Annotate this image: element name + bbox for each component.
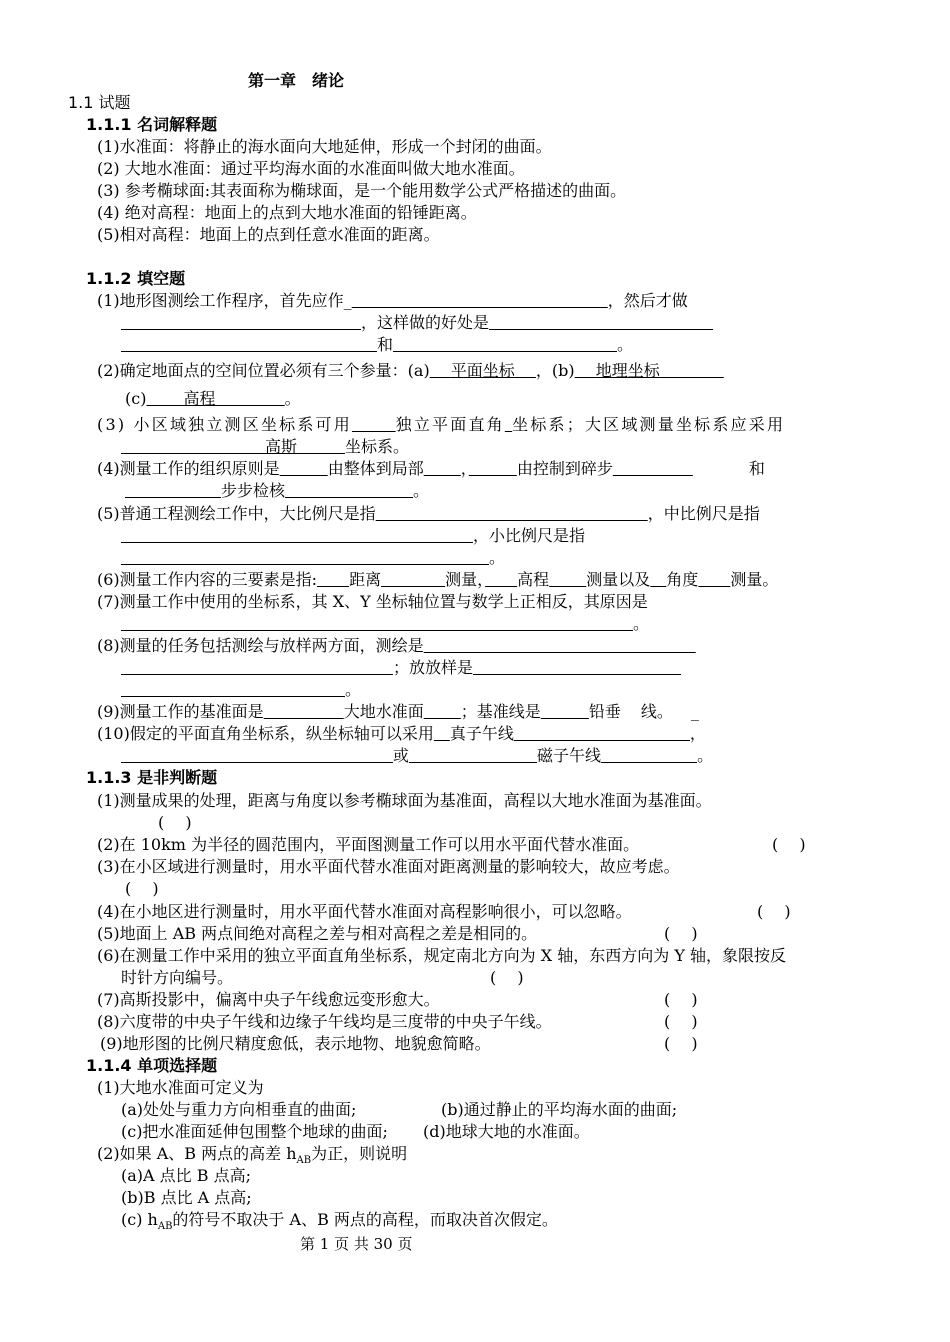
blank [601,746,697,765]
s2-q9-text-f: _ [690,702,699,721]
s4-q2-opt-c-text-a: (c) h [121,1210,158,1229]
s2-q1-text-c: ，这样做的好处是 [361,313,490,332]
s3-paren-5: ( ) [664,924,698,943]
s3-item-6-cont: 时针方向编号。 [121,968,234,987]
s3-heading: 1.1.3 是非判断题 [86,768,218,787]
chapter-title: 第一章 绪论 [248,71,345,90]
blank [430,361,451,380]
s2-q4-text-e: 和 [748,459,765,478]
s2-q6-line1 [97,569,778,591]
blank [121,680,345,699]
s4-q1-opt-b: (b)通过静止的平均海水面的曲面; [441,1100,678,1119]
s1-item-4: (4) 绝对高程：地面上的点到大地水准面的铅锤距离。 [97,203,477,222]
s3-item-8: (8)六度带的中央子午线和边缘子午线均是三度带的中央子午线。 [97,1012,552,1031]
s2-q3-answer-a: 独立平面直角 [395,415,505,434]
s2-q10-answer-b: 磁子午线 [537,746,602,765]
blank [125,481,221,500]
blank [376,504,648,523]
s2-q6-answer-c: 角度 [666,570,699,589]
s3-paren-1: ( ) [158,813,192,832]
s2-q10-answer-a: 真子午线 [449,724,514,743]
s4-q1: (1)大地水准面可定义为 [97,1078,264,1097]
s3-paren-3: ( ) [125,879,159,898]
s2-q6-text-a: (6)测量工作内容的三要素是指: [97,570,318,589]
s2-q5-line2 [121,525,585,547]
s2-q6-answer-b: 高程 [517,570,550,589]
s2-q5-line3 [121,547,505,569]
s2-q5-text-c: ，小比例尺是指 [473,526,586,545]
s2-q3-text-e: 坐标系。 [345,437,410,456]
s2-q1-text-e: 。 [617,335,634,354]
s2-q4-answer-a: 由整体到局部 [327,459,424,478]
s2-q10-line2 [121,745,713,767]
blank [393,335,617,354]
s4-q1-opt-c: (c)把水准面延伸包围整个地球的曲面; [121,1122,388,1141]
s3-paren-6: ( ) [490,968,524,987]
s2-q8-text-a: (8)测量的任务包括测绘与放样两方面，测绘是 [97,636,424,655]
blank [146,389,183,408]
s2-q4-answer-c: 步步检核 [221,481,286,500]
s4-heading: 1.1.4 单项选择题 [86,1056,218,1075]
blank [575,361,596,380]
blank [613,459,693,478]
s2-q9-text-a: (9)测量工作的基准面是 [97,702,264,721]
s2-q5-line1 [97,503,760,525]
blank [515,361,536,380]
blank [698,570,730,589]
s2-q3-answer-b: 高斯 [265,437,298,456]
s2-q8-line3 [121,679,361,701]
blank [489,313,713,332]
blank [216,389,285,408]
blank [424,702,461,721]
s4-q2-opt-a: (a)A 点比 B 点高; [121,1166,251,1185]
s2-q4-answer-b: 由控制到碎步 [516,459,613,478]
s2-q6-answer-a: 距离 [349,570,382,589]
s2-q2-answer-a: 平面坐标 [450,361,515,380]
blank [121,548,489,567]
s2-q2-text-e: (c) [125,389,147,408]
s3-item-2: (2)在 10km 为半径的圆范围内，平面图测量工作可以用水平面代替水准面。 [97,835,640,854]
s2-q3-line2 [121,436,409,458]
s2-q6-text-e: 测量以及 [586,570,651,589]
s1-item-2: (2) 大地水准面：通过平均海水面的水准面叫做大地水准面。 [97,159,525,178]
s2-q8-line2 [121,657,681,679]
s2-q10-text-f: 。 [697,746,714,765]
blank [541,702,589,721]
s4-q2-text-b: 为正，则说明 [311,1144,408,1163]
s2-q4-text-g: 。 [413,481,430,500]
s2-q10-text-c: ， [689,724,706,743]
s4-q1-opt-a: (a)处处与重力方向相垂直的曲面; [121,1100,357,1119]
s2-q7-line2 [121,613,649,635]
blank [409,746,537,765]
s2-q9-line1 [97,701,699,723]
s2-q5-text-d: 。 [489,548,506,567]
blank [514,724,690,743]
blank [434,724,450,743]
blank [469,459,517,478]
s2-q2-text-g: 。 [284,389,301,408]
s2-q5-text-a: (5)普通工程测绘工作中，大比例尺是指 [97,504,376,523]
s3-paren-8: ( ) [664,1012,698,1031]
s2-q1-line3 [121,334,633,356]
s2-q10-line1 [97,723,706,745]
blank [280,459,328,478]
s2-q8-text-c: 。 [345,680,362,699]
s2-q9-answer-a: 大地水准面 [343,702,424,721]
s3-paren-7: ( ) [664,990,698,1009]
blank [549,570,586,589]
s2-q4-line2 [125,480,429,502]
s2-q9-text-c: ；基准线是 [460,702,541,721]
s2-q2-line1 [97,360,724,382]
s2-q6-text-g: 测量。 [730,570,779,589]
s2-q9-answer-b: 铅垂 [588,702,621,721]
s2-q7-text-b: 。 [633,614,650,633]
s2-q8-text-b: ；放放样是 [393,658,474,677]
s2-q2-answer-c: 高程 [183,389,216,408]
page-footer: 第 1 页 共 30 页 [300,1235,413,1253]
s2-q1-text-a: (1)地形图测绘工作程序，首先应作_ [97,291,352,310]
blank [121,658,393,677]
blank [121,614,633,633]
s4-q2-subscript: AB [296,1155,312,1167]
s2-q2-answer-b: 地理坐标 [595,361,660,380]
s2-heading: 1.1.2 填空题 [86,269,186,288]
s2-q10-text-a: (10)假定的平面直角坐标系，纵坐标轴可以采用 [97,724,434,743]
s3-paren-2: ( ) [772,835,806,854]
blank [424,459,461,478]
s3-item-1: (1)测量成果的处理，距离与角度以参考椭球面为基准面，高程以大地水准面为基准面。 [97,791,712,810]
s2-q3-line1 [97,414,785,436]
s1-item-5: (5)相对高程：地面上的点到任意水准面的距离。 [97,225,440,244]
s2-q1-text-b: ，然后才做 [607,291,688,310]
section-heading: 1.1 试题 [68,93,131,112]
s2-q1-text-d: 和 [377,335,394,354]
s3-item-6: (6)在测量工作中采用的独立平面直角坐标系，规定南北方向为 X 轴，东西方向为 Y 轴，象限按反 [97,946,786,965]
s2-q9-text-e: 线。 [640,702,673,721]
s1-item-1: (1)水准面：将静止的海水面向大地延伸，形成一个封闭的曲面。 [97,137,552,156]
s2-q7-line1: (7)测量工作中使用的坐标系，其 X、Y 坐标轴位置与数学上正相反，其原因是 [97,592,648,611]
s2-q4-line1 [97,458,765,480]
s3-paren-9: ( ) [664,1034,698,1053]
s2-q3-text-c: 坐标系；大区域测量坐标系应采用 [512,415,786,434]
blank [473,658,681,677]
s3-item-3: (3)在小区域进行测量时，用水平面代替水准面对距离测量的影响较大，故应考虑。 [97,857,680,876]
s2-q1-line1 [97,290,688,312]
blank [121,746,393,765]
s2-q6-text-c: 测量， [445,570,486,589]
s1-item-3: (3) 参考椭球面:其表面称为椭球面，是一个能用数学公式严格描述的曲面。 [97,181,627,200]
blank [424,636,696,655]
blank [660,361,724,380]
blank [121,526,473,545]
s4-q1-opt-d: (d)地球大地的水准面。 [423,1122,590,1141]
s3-paren-4: ( ) [757,902,791,921]
blank [317,570,349,589]
blank [297,437,345,456]
blank [485,570,517,589]
blank [352,291,608,310]
s4-q2-opt-b: (b)B 点比 A 点高; [121,1188,252,1207]
blank [650,570,666,589]
s3-item-5: (5)地面上 AB 两点间绝对高程之差与相对高程之差是相同的。 [97,924,538,943]
s4-q2-opt-c-subscript: AB [157,1221,173,1233]
s4-q2-text-a: (2)如果 A、B 两点的高差 h [97,1144,297,1163]
s4-q2-opt-c-text-b: 的符号不取决于 A、B 两点的高程，而取决首次假定。 [172,1210,558,1229]
s2-q10-text-d: 或 [393,746,410,765]
s2-q2-text-a: (2)确定地面点的空间位置必须有三个参量：(a) [97,361,430,380]
s2-q2-text-c: ，(b) [535,361,575,380]
s2-q1-line2 [121,312,713,334]
blank [264,702,344,721]
s3-item-9: (9)地形图的比例尺精度愈低，表示地物、地貌愈简略。 [100,1034,491,1053]
s1-heading: 1.1.1 名词解释题 [86,115,218,134]
s3-item-7: (7)高斯投影中，偏离中央子午线愈远变形愈大。 [97,990,440,1009]
s2-q4-text-c: ， [460,459,469,478]
s2-q8-line1 [97,635,696,657]
s2-q2-line2 [125,388,301,410]
s2-q3-text-a: (3) 小区域独立测区坐标系可用 [97,415,352,434]
s2-q4-text-a: (4)测量工作的组织原则是 [97,459,280,478]
blank [121,437,265,456]
blank [121,335,377,354]
blank [352,415,396,434]
s2-q5-text-b: ，中比例尺是指 [647,504,760,523]
s3-item-4: (4)在小地区进行测量时，用水平面代替水准面对高程影响很小，可以忽略。 [97,902,632,921]
blank [121,313,361,332]
blank [381,570,445,589]
blank [285,481,413,500]
